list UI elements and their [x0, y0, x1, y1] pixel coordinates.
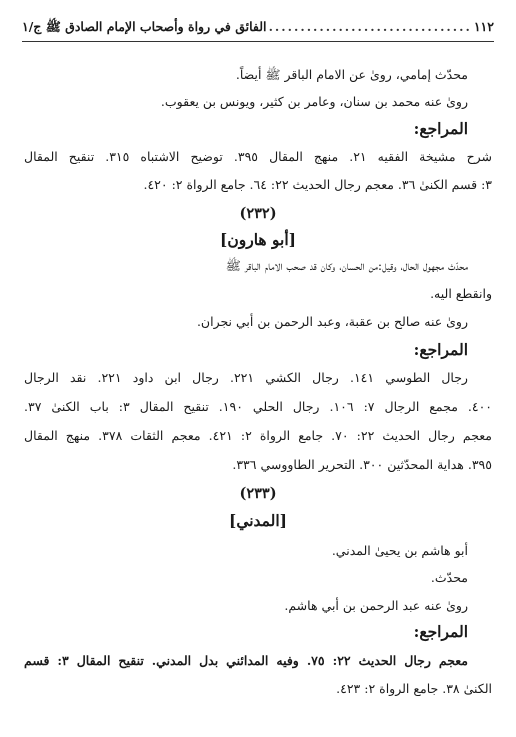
entry-232-line-3: رویٰ عنه صالح بن عقبة، وعبد الرحمن بن أبي نجران.: [196, 314, 468, 329]
prev-refs-line-2: ٣: قسم الكنىٰ ٣٦. معجم رجال الحديث ٢٢: ٦٤. جامع الرواة ٢: ٤٢٠.: [143, 177, 492, 192]
entry-233-line-1: أبو هاشم بن يحيىٰ المدني.: [331, 543, 468, 558]
entry-232-refs-line-1: رجال الطوسي ١٤١. رجال الكشي ٢٢١. رجال ابن داود ٢٢١. نقد الرجال: [24, 370, 468, 385]
entry-233-line-3: رویٰ عنه عبد الرحمن بن أبي هاشم.: [284, 598, 468, 613]
entry-232-line-2: وانقطع اليه.: [430, 286, 492, 301]
entry-233-refs-heading: المراجع:: [413, 622, 468, 641]
page-header: [22, 18, 494, 36]
header-dots: ................................: [268, 19, 472, 34]
entry-232-refs-line-3: معجم رجال الحديث ٢٢: ٧٠. جامع الرواة ٢: ٤٢١. معجم الثقات ٣٧٨. منهج المقال: [24, 428, 492, 443]
entry-232-refs-line-4: ٣٩٥. هداية المحدّثين ٣٠٠. التحرير الطاووسي ٣٣٦.: [232, 457, 492, 472]
entry-233-refs-line-2: الكنىٰ ٣٨. جامع الرواة ٢: ٤٢٣.: [336, 681, 492, 696]
entry-233-refs-line-1: معجم رجال الحديث ٢٢: ٧٥. وفيه المدائني بدل المدني. تنقيح المقال ٣: قسم: [24, 653, 468, 668]
entry-233-line-2: محدّث.: [430, 570, 468, 585]
header-rule: [22, 41, 494, 42]
entry-232-line-1: محدّث مجهول الحال، وقيل:من الحسان، وكان قد صحب الامام الباقر ﷺ: [225, 258, 468, 273]
entry-232-refs-heading: المراجع:: [413, 340, 468, 359]
prev-refs-heading: المراجع:: [413, 119, 468, 138]
entry-number-233: (٢٣٣): [239, 485, 277, 502]
prev-refs-line-1: شرح مشيخة الفقيه ٢١. منهج المقال ٣٩٥. توضيح الاشتباه ٣١٥. تنقيح المقال: [24, 149, 493, 164]
page-number: ١١٢: [473, 19, 494, 34]
entry-232-refs-line-2: ٤٠٠. مجمع الرجال ٧: ١٠٦. رجال الحلي ١٩٠. تنقيح المقال ٣: باب الكنىٰ ٣٧.: [24, 399, 493, 414]
entry-name-232: [أبو هارون]: [220, 230, 296, 249]
running-title: الفائق في رواة وأصحاب الإمام الصادق ﷺ ج/١: [22, 19, 267, 34]
entry-name-233: [المدني]: [228, 511, 288, 530]
prev-entry-line-2: رویٰ عنه محمد بن سنان، وعامر بن كثير، ويونس بن يعقوب.: [160, 94, 468, 109]
entry-number-232: (٢٣٢): [239, 205, 277, 222]
prev-entry-line-1: محدّث إمامي، رویٰ عن الامام الباقر ﷺ أيضاً.: [235, 67, 468, 82]
